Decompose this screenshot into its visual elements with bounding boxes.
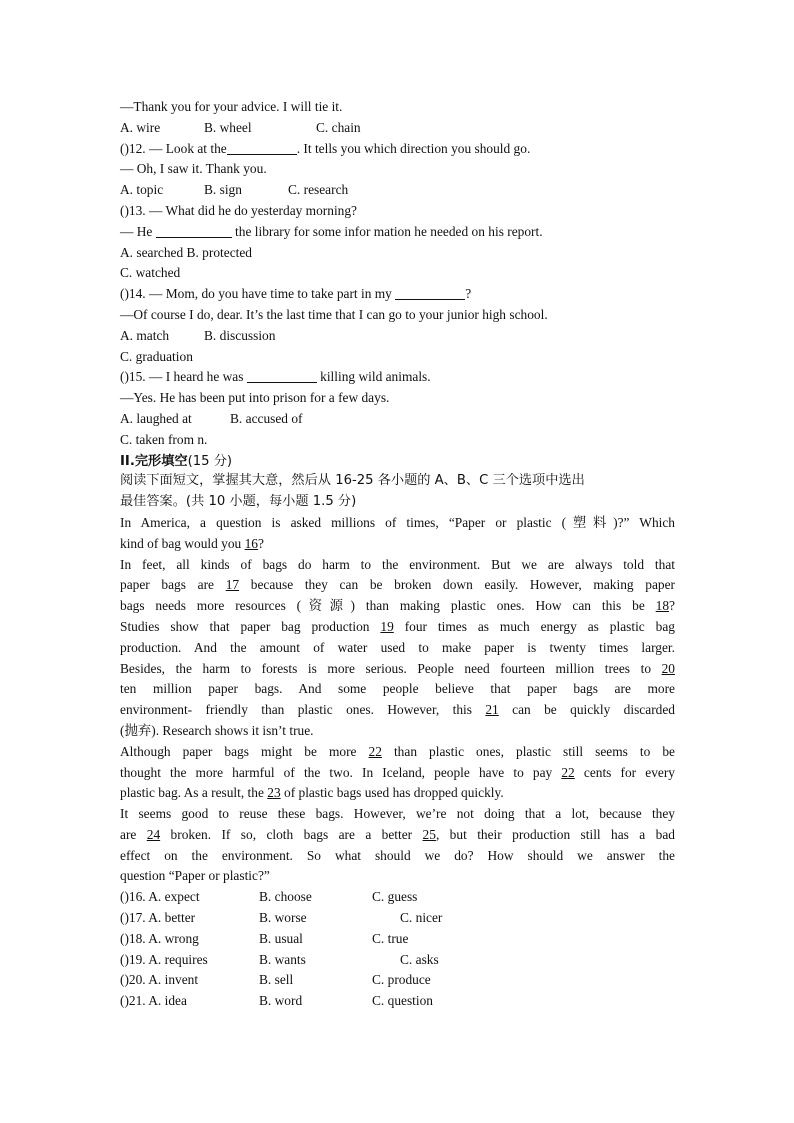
q14-reply (120, 305, 675, 326)
blank-number-22[interactable]: 22 (368, 743, 382, 759)
q14-option-a[interactable]: A. match (120, 327, 170, 343)
q14-option-b[interactable]: B. discussion (204, 327, 276, 343)
section-score: (15 分) (187, 453, 233, 469)
option-row (120, 991, 675, 1012)
passage-text: bags needs more resources (资源) than making plastic ones. How can this be (120, 598, 656, 614)
q15-option-b[interactable]: B. accused of (230, 410, 303, 426)
passage-line (120, 804, 675, 825)
q11-option-c[interactable]: C. chain (316, 119, 361, 135)
passage-line (120, 742, 675, 763)
passage-text: thought the more harmful of the two. In Iceland, people have to pay (120, 764, 562, 780)
passage-text: four times as much energy as plastic bag (393, 618, 675, 634)
q12-answer-blank[interactable] (227, 141, 297, 155)
q12-stem-end: . It tells you which direction you should go. (296, 140, 531, 156)
passage-text: paper bags are (120, 577, 226, 593)
blank-number-25[interactable]: 25 (422, 826, 436, 842)
q12-reply (120, 159, 675, 180)
q13-option-c[interactable]: C. watched (120, 265, 181, 281)
q13-options-ab (120, 243, 675, 264)
q14-stem-end: ? (465, 286, 472, 302)
blank-number-20[interactable]: 20 (661, 660, 675, 676)
passage-text: are (120, 826, 147, 842)
passage-line (120, 700, 675, 721)
q13-reply (120, 222, 675, 243)
option-b[interactable]: B. usual (259, 930, 303, 946)
option-row (120, 908, 675, 929)
q15-options-c (120, 430, 675, 451)
q15-stem-start: ()15. — I heard he was (120, 369, 247, 385)
passage-line (120, 617, 675, 638)
passage-text: can be quickly discarded (498, 702, 675, 718)
q15-reply-text: —Yes. He has been put into prison for a few days. (120, 390, 390, 406)
passage-text: because they can be broken down easily. However, making paper (239, 577, 676, 593)
section-instructions-line2 (120, 492, 675, 513)
q13-reply-start: — He (120, 223, 156, 239)
option-c[interactable]: C. true (372, 930, 409, 946)
q14-reply-text: —Of course I do, dear. It’s the last time that I can go to your junior high school. (120, 306, 548, 322)
option-c[interactable]: C. guess (372, 889, 418, 905)
passage-text: It seems good to reuse these bags. However, we’re not doing that a lot, because they (120, 806, 675, 822)
q14-answer-blank[interactable] (395, 286, 465, 300)
passage-text: of plastic bags used has dropped quickly. (280, 785, 504, 801)
q14-option-c[interactable]: C. graduation (120, 348, 193, 364)
option-b[interactable]: B. word (259, 993, 303, 1009)
q13-stem (120, 201, 675, 222)
blank-number-24[interactable]: 24 (146, 826, 161, 842)
passage-line (120, 513, 675, 534)
option-b[interactable]: B. sell (259, 972, 294, 988)
q15-option-a[interactable]: A. laughed at (120, 410, 192, 426)
q13-option-a-b[interactable]: A. searched B. protected (120, 244, 252, 260)
passage-line (120, 659, 675, 680)
q11-options (120, 118, 675, 139)
q11-option-b[interactable]: B. wheel (204, 119, 252, 135)
option-row (120, 950, 675, 971)
q15-option-c[interactable]: C. taken from n. (120, 431, 208, 447)
instructions-text-2: 最佳答案。(共 10 小题，每小题 1.5 分) (120, 494, 357, 510)
passage-text: Besides, the harm to forests is more serious. People need fourteen million trees to (120, 660, 662, 676)
passage-text: (抛弃). Research shows it isn’t true. (120, 722, 314, 738)
passage-text: production. And the amount of water used to make paper is twenty times larger. (120, 639, 675, 655)
blank-number-19[interactable]: 19 (380, 618, 394, 634)
passage-text: plastic bag. As a result, the (120, 785, 268, 801)
passage-text: cents for every (574, 764, 675, 780)
passage-line (120, 846, 675, 867)
passage-line (120, 596, 675, 617)
section-heading (120, 451, 675, 472)
passage-line (120, 783, 675, 804)
passage-line (120, 555, 675, 576)
q12-stem-start: ()12. — Look at the (120, 140, 227, 156)
q13-stem-text: ()13. — What did he do yesterday morning? (120, 202, 358, 218)
worksheet-page (120, 97, 675, 1012)
blank-number-16[interactable]: 16 (244, 535, 258, 551)
passage-text: Studies show that paper bag production (120, 618, 381, 634)
q11-reply (120, 97, 675, 118)
option-a[interactable]: ()21. A. idea (120, 993, 187, 1009)
q12-option-b[interactable]: B. sign (204, 182, 242, 198)
blank-number-21[interactable]: 21 (485, 702, 499, 718)
passage-text: In feet, all kinds of bags do harm to the environment. But we are always told that (120, 556, 675, 572)
option-a[interactable]: ()17. A. better (120, 910, 196, 926)
q12-stem (120, 139, 675, 160)
q14-stem-start: ()14. — Mom, do you have time to take part in my (120, 286, 396, 302)
passage-text: environment- friendly than plastic ones. However, this (120, 702, 486, 718)
passage-text: ? (669, 598, 675, 614)
option-a[interactable]: ()19. A. requires (120, 951, 208, 967)
q11-option-a[interactable]: A. wire (120, 119, 161, 135)
q13-reply-end: the library for some infor mation he needed on his report. (231, 223, 543, 239)
option-b[interactable]: B. choose (259, 889, 312, 905)
blank-number-23[interactable]: 23 (267, 785, 281, 801)
q11-reply-text: —Thank you for your advice. I will tie it. (120, 99, 343, 114)
blank-number-18[interactable]: 18 (655, 598, 670, 614)
option-a[interactable]: ()18. A. wrong (120, 930, 199, 946)
passage-line (120, 534, 675, 555)
q14-options-ab (120, 326, 675, 347)
section-instructions-line1 (120, 471, 675, 492)
q13-options-c (120, 263, 675, 284)
option-a[interactable]: ()16. A. expect (120, 889, 200, 905)
q14-stem (120, 284, 675, 305)
passage-text: , but their production still has a bad (435, 826, 675, 842)
option-c[interactable]: C. asks (400, 951, 439, 967)
passage-line (120, 575, 675, 596)
option-c[interactable]: C. produce (372, 972, 431, 988)
passage-line (120, 721, 675, 742)
option-b[interactable]: B. worse (259, 910, 307, 926)
q15-options-ab (120, 409, 675, 430)
passage-text: kind of bag would you (120, 535, 245, 551)
passage-line (120, 825, 675, 846)
q12-option-c[interactable]: C. research (288, 182, 349, 198)
passage-line (120, 763, 675, 784)
passage-text: In America, a question is asked millions of times, “Paper or plastic (塑料)?” Which (120, 514, 675, 530)
q12-options (120, 180, 675, 201)
section-title: II.完形填空 (120, 453, 188, 469)
q15-stem (120, 367, 675, 388)
passage-line (120, 866, 675, 887)
q13-answer-blank[interactable] (156, 224, 232, 238)
passage-text: effect on the environment. So what should we do? How should we answer the (120, 847, 675, 863)
passage-text: Although paper bags might be more (120, 743, 369, 759)
instructions-text-1: 阅读下面短文，掌握其大意，然后从 16-25 各小题的 A、B、C 三个选项中选出 (120, 473, 585, 489)
blank-number-22-second[interactable]: 22 (561, 764, 575, 780)
option-row (120, 970, 675, 991)
q15-reply (120, 388, 675, 409)
passage-line (120, 679, 675, 700)
q15-stem-end: killing wild animals. (316, 369, 431, 385)
passage-text: ten million paper bags. And some people believe that paper bags are more (120, 681, 675, 697)
option-row (120, 887, 675, 908)
option-c[interactable]: C. nicer (400, 910, 443, 926)
option-a[interactable]: ()20. A. invent (120, 972, 199, 988)
passage-line (120, 638, 675, 659)
passage-text: broken. If so, cloth bags are a better (160, 826, 423, 842)
q12-option-a[interactable]: A. topic (120, 182, 164, 198)
option-row (120, 929, 675, 950)
option-b[interactable]: B. wants (259, 951, 306, 967)
blank-number-17[interactable]: 17 (225, 577, 240, 593)
passage-text: question “Paper or plastic?” (120, 868, 270, 884)
q15-answer-blank[interactable] (247, 369, 317, 383)
passage-text: ? (258, 535, 264, 551)
q14-options-c (120, 347, 675, 368)
option-c[interactable]: C. question (372, 993, 434, 1009)
passage-text: than plastic ones, plastic still seems to be (381, 743, 675, 759)
q12-reply-text: — Oh, I saw it. Thank you. (120, 161, 267, 177)
